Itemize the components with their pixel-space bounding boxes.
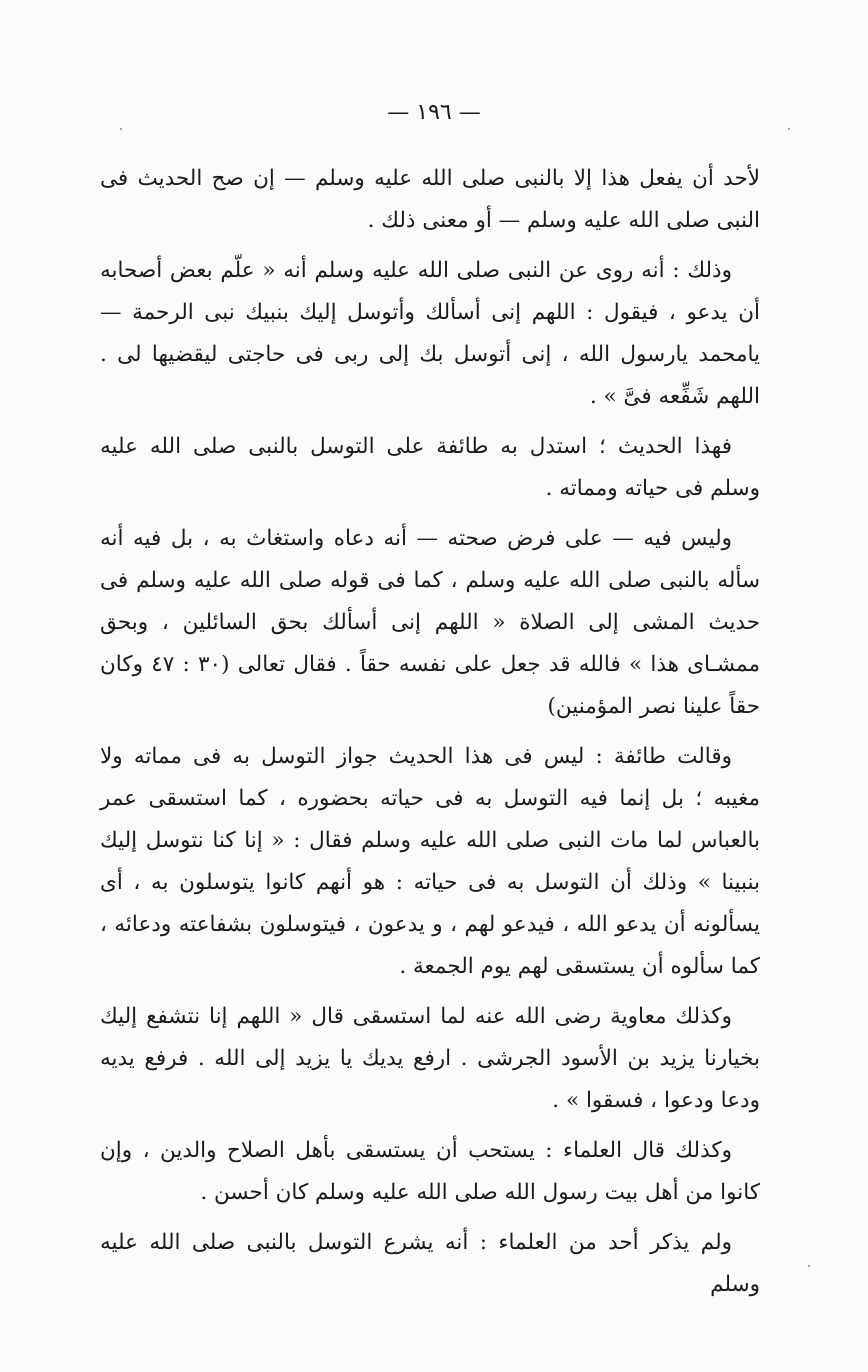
paragraph-3: فهذا الحديث ؛ استدل به طائفة على التوسل بالنبى صلى الله عليه وسلم فى حياته ومماته . [100, 434, 760, 501]
paragraph-1: لأحد أن يفعل هذا إلا بالنبى صلى الله عليه وسلم — إن صح الحديث فى النبى صلى الله عليه وسلم — أو معنى ذلك . [100, 166, 760, 233]
paragraph-4: وليس فيه — على فرض صحته — أنه دعاه واستغاث به ، بل فيه أنه سأله بالنبى صلى الله عليه وسلم ، كما فى قوله صلى الله عليه وسلم فى حديث المشى إلى الصلاة « اللهم إنى أسألك بحق السائلين ، وبحق ممشـاى هذا » فالله قد جعل على نفسه حقاً . فقال تعالى (٣٠ : ٤٧ وكان حقاً علينا نصر المؤمنين) [100, 526, 760, 719]
paragraph-6: وكذلك معاوية رضى الله عنه لما استسقى قال « اللهم إنا نتشفع إليك بخيارنا يزيد بن الأسود الجرشى . ارفع يديك يا يزيد إلى الله . فرفع يديه ودعا ودعوا ، فسقوا » . [100, 1004, 760, 1113]
paper-speck [120, 128, 122, 130]
paragraph-2: وذلك : أنه روى عن النبى صلى الله عليه وسلم أنه « علّم بعض أصحابه أن يدعو ، فيقول : اللهم إنى أسألك وأتوسل إليك بنبيك نبى الرحمة — يامحمد يارسول الله ، إنى أتوسل بك إلى ربى فى حاجتى ليقضيها لى . اللهم شَفِّعه فىَّ » . [100, 258, 760, 409]
paragraph-7: وكذلك قال العلماء : يستحب أن يستسقى بأهل الصلاح والدين ، وإن كانوا من أهل بيت رسول الله صلى الله عليه وسلم كان أحسن . [100, 1138, 760, 1205]
paper-speck [788, 128, 790, 130]
paragraph-8: ولم يذكر أحد من العلماء : أنه يشرع التوسل بالنبى صلى الله عليه وسلم [100, 1230, 760, 1297]
page-number: — ١٩٦ — [387, 100, 481, 125]
paragraph-5: وقالت طائفة : ليس فى هذا الحديث جواز التوسل به فى مماته ولا مغيبه ؛ بل إنما فيه التوسل به فى حياته بحضوره ، كما استسقى عمر بالعباس لما مات النبى صلى الله عليه وسلم فقال : « إنا كنا نتوسل إليك بنبينا » وذلك أن التوسل به فى حياته : هو أنهم كانوا يتوسلون به ، أى يسألونه أن يدعو الله ، فيدعو لهم ، و يدعون ، فيتوسلون بشفاعته ودعائه ، كما سألوه أن يستسقى لهم يوم الجمعة . [100, 744, 760, 979]
page-body [100, 158, 760, 1314]
paper-speck [808, 1265, 810, 1267]
